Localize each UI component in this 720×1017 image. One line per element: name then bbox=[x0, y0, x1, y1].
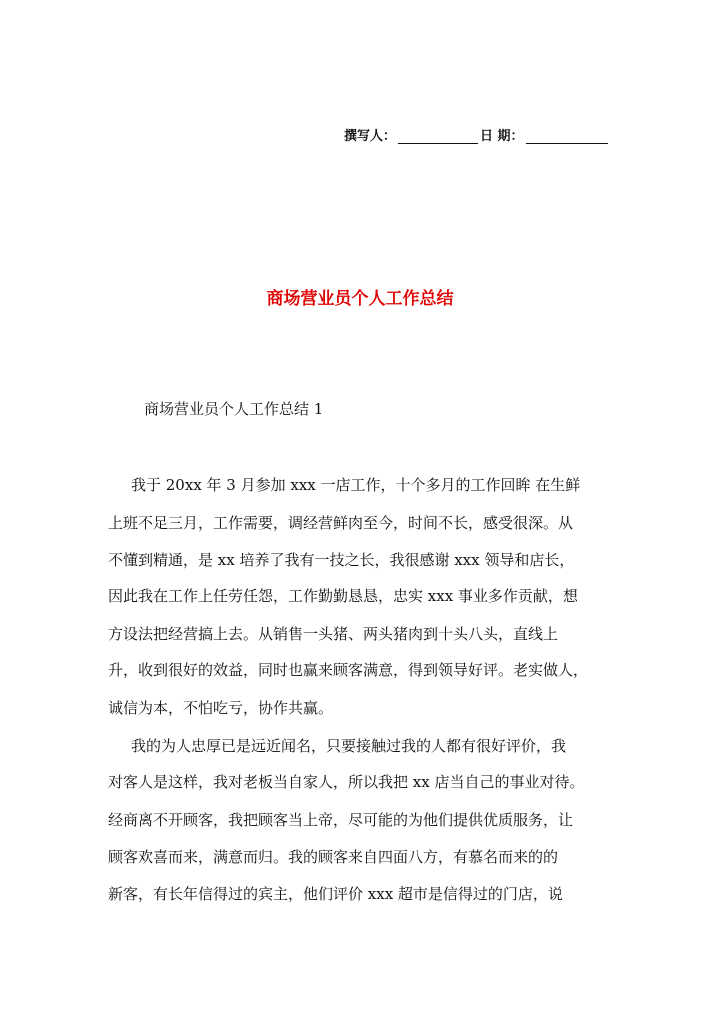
body-line: 对客人是这样，我对老板当自家人，所以我把 xx 店当自己的事业对待。 bbox=[108, 773, 585, 791]
body-line: 我于 20xx 年 3 月参加 xxx 一店工作，十个多月的工作回眸 在生鲜 bbox=[131, 476, 581, 494]
author-label: 撰写人： bbox=[344, 129, 397, 144]
date-label: 日 期： bbox=[480, 129, 524, 144]
body-line: 不懂到精通，是 xx 培养了我有一技之长，我很感谢 xxx 领导和店长， bbox=[108, 551, 575, 569]
body-line: 经商离不开顾客，我把顾客当上帝，尽可能的为他们提供优质服务，让 bbox=[108, 811, 574, 829]
body-line: 顾客欢喜而来，满意而归。我的顾客来自四面八方，有慕名而来的的 bbox=[108, 848, 559, 866]
document-title: 商场营业员个人工作总结 bbox=[266, 289, 454, 309]
body-line: 方设法把经营搞上去。从销售一头猪、两头猪肉到十头八头，直线上 bbox=[108, 625, 559, 643]
body-line: 我的为人忠厚已是远近闻名，只要接触过我的人都有很好评价，我 bbox=[131, 737, 567, 755]
body-line: 升，收到很好的效益，同时也赢来顾客满意，得到领导好评。老实做人， bbox=[108, 661, 589, 679]
body-line: 上班不足三月，工作需要，调经营鲜肉至今，时间不长，感受很深。从 bbox=[108, 514, 574, 532]
section-subtitle: 商场营业员个人工作总结 1 bbox=[144, 400, 324, 418]
body-line: 因此我在工作上任劳任怨，工作勤勤恳恳，忠实 xxx 事业多作贡献，想 bbox=[108, 587, 578, 605]
body-line: 诚信为本，不怕吃亏，协作共赢。 bbox=[108, 699, 334, 717]
author-blank-line bbox=[398, 129, 478, 144]
date-blank-line bbox=[526, 129, 608, 144]
body-line: 新客，有长年信得过的宾主，他们评价 xxx 超市是信得过的门店，说 bbox=[108, 885, 563, 903]
document-header bbox=[344, 124, 624, 144]
